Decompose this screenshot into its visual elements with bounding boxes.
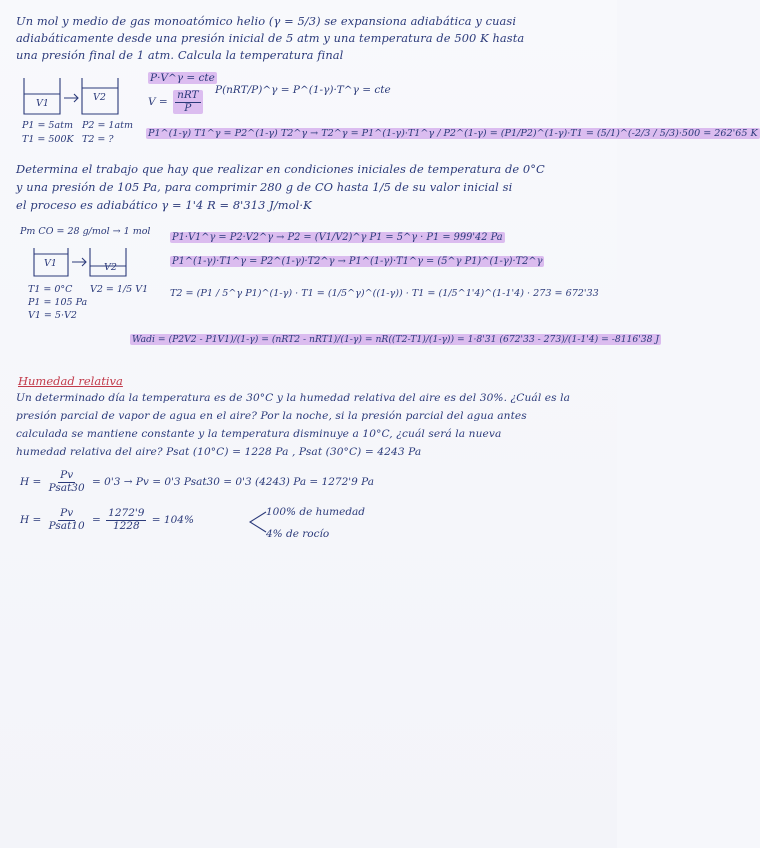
- p1-eq-sub: P(nRT/P)^γ = P^(1-γ)·T^γ = cte: [215, 84, 391, 96]
- p2-eq2: P1^(1-γ)·T1^γ = P2^(1-γ)·T2^γ → P1^(1-γ)·T1^γ = (5^γ P1)^(1-γ)·T2^γ: [172, 256, 543, 267]
- p2-eq3: T2 = (P1 / 5^γ P1)^(1-γ) · T1 = (1/5^γ)^((1-γ)) · T1 = (1/5^1'4)^(1-1'4) · 273 = 672'33: [170, 288, 599, 299]
- p1-statement-line-1: Un mol y medio de gas monoatómico helio (γ = 5/3) se expansiona adiabática y cuasi: [16, 14, 517, 28]
- p2-molar-mass: Pm CO = 28 g/mol → 1 mol: [20, 226, 151, 237]
- p3-branch-2: 4% de rocío: [266, 528, 330, 540]
- p3-branch-1: 100% de humedad: [266, 506, 366, 518]
- p3-h2-eq: H = $\frac{Pv}{\text{Psat10}}$ = $\frac{1272'9}{1228}$ = 104%: [20, 507, 194, 532]
- p2-v2: V2 = 1/5 V1: [90, 284, 149, 295]
- p1-eq-v: V = $\frac{\text{nRT}}{P}$: [148, 90, 205, 114]
- p2-p1: P1 = 105 Pa: [28, 297, 88, 308]
- p1-t2: T2 = ?: [82, 134, 114, 145]
- p1-eq-main: P1^(1-γ) T1^γ = P2^(1-γ) T2^γ → T2^γ = P1^(1-γ)·T1^γ / P2^(1-γ) = (P1/P2)^(1-γ)·T1 = (5/1)^(-2/3 / 5/3)·500 = 262'65 K: [148, 128, 758, 139]
- p3-statement-line-4: humedad relativa del aire? Psat (10°C) = 1228 Pa , Psat (30°C) = 4243 Pa: [16, 446, 422, 458]
- p3-heading: Humedad relativa: [18, 374, 123, 388]
- p1-statement-line-2: adiabáticamente desde una presión inicial de 5 atm y una temperatura de 500 K hasta: [16, 31, 525, 45]
- p2-statement-line-3: el proceso es adiabático γ = 1'4 R = 8'313 J/mol·K: [16, 198, 312, 212]
- p1-box-v1: V1: [36, 98, 49, 109]
- p2-t1: T1 = 0°C: [28, 284, 73, 295]
- p2-box-v1: V1: [44, 258, 57, 269]
- p2-eq1: P1·V1^γ = P2·V2^γ → P2 = (V1/V2)^γ P1 = 5^γ · P1 = 999'42 Pa: [172, 232, 503, 243]
- p3-branch-bracket: [246, 508, 268, 536]
- p2-eq4: Wadi = (P2V2 - P1V1)/(1-γ) = (nRT2 - nRT1)/(1-γ) = nR((T2-T1)/(1-γ)) = 1·8'31 (672'33 - 273)/(1-1'4) = -8116'38 J: [132, 334, 660, 345]
- p1-t1: T1 = 500K: [22, 134, 74, 145]
- p1-box-v2: V2: [93, 92, 106, 103]
- p3-statement-line-2: presión parcial de vapor de agua en el aire? Por la noche, si la presión parcial del agua antes: [16, 410, 527, 422]
- p2-v1: V1 = 5·V2: [28, 310, 77, 321]
- p1-eq-pvg: P·V^γ = cte: [150, 72, 215, 84]
- p1-p1: P1 = 5atm: [22, 120, 73, 131]
- p2-statement-line-2: y una presión de 105 Pa, para comprimir 280 g de CO hasta 1/5 de su valor inicial si: [16, 180, 513, 194]
- p1-p2: P2 = 1atm: [82, 120, 133, 131]
- p3-statement-line-1: Un determinado día la temperatura es de 30°C y la humedad relativa del aire es del 30%. ¿Cuál es la: [16, 392, 571, 404]
- p2-statement-line-1: Determina el trabajo que hay que realizar en condiciones iniciales de temperatura de 0°C: [16, 162, 545, 176]
- p3-statement-line-3: calculada se mantiene constante y la temperatura disminuye a 10°C, ¿cuál será la nueva: [16, 428, 502, 440]
- p1-statement-line-3: una presión final de 1 atm. Calcula la temperatura final: [16, 48, 344, 62]
- p2-box-v2: V2: [104, 262, 117, 273]
- p3-h-eq: H = $\frac{Pv}{\text{Psat30}}$ = 0'3 → Pv = 0'3 Psat30 = 0'3 (4243) Pa = 1272'9 Pa: [20, 469, 375, 494]
